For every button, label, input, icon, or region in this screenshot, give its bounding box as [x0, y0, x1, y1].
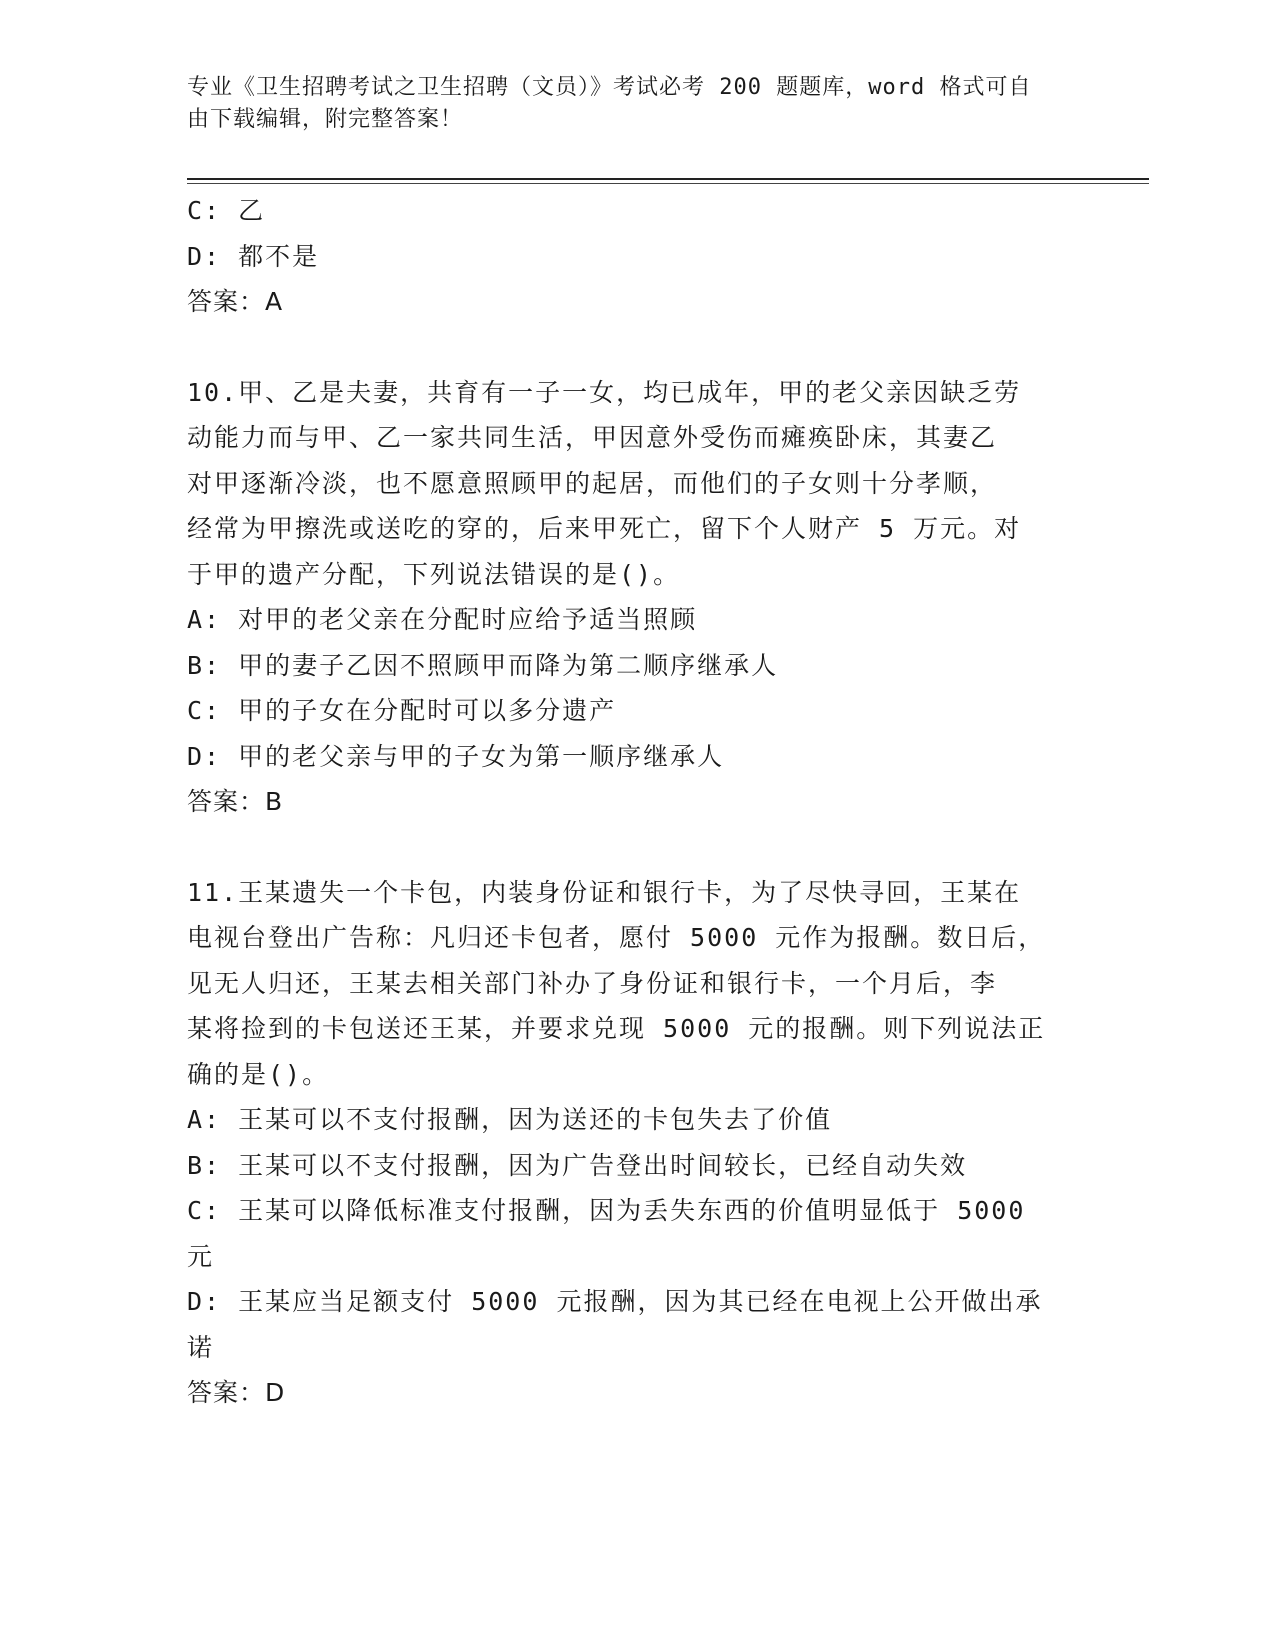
q11-option-a: A: 王某可以不支付报酬，因为送还的卡包失去了价值 [187, 1105, 833, 1134]
q10-answer: 答案：B [187, 787, 284, 816]
q11-option-d-line-1: D: 王某应当足额支付 5000 元报酬，因为其已经在电视上公开做出承 [187, 1287, 1043, 1316]
q11-option-c-line-1: C: 王某可以降低标准支付报酬，因为丢失东西的价值明显低于 5000 [187, 1196, 1026, 1225]
document-body [187, 188, 1067, 1416]
question-11 [187, 870, 1067, 1416]
q9-option-c: C: 乙 [187, 196, 266, 225]
question-10 [187, 370, 1067, 825]
question-9-tail [187, 188, 1067, 325]
header-divider-thick [187, 178, 1149, 180]
q9-answer: 答案：A [187, 287, 284, 316]
q10-option-c: C: 甲的子女在分配时可以多分遗产 [187, 696, 617, 725]
q10-option-a: A: 对甲的老父亲在分配时应给予适当照顾 [187, 605, 698, 634]
q10-stem-line-1: 10.甲、乙是夫妻，共育有一子一女，均已成年，甲的老父亲因缺乏劳 [187, 377, 1022, 407]
header-divider-thin [187, 183, 1149, 184]
q10-stem-line-4: 经常为甲擦洗或送吃的穿的，后来甲死亡，留下个人财产 5 万元。对 [187, 514, 1022, 543]
q11-stem-line-5: 确的是()。 [187, 1059, 330, 1089]
q10-option-d: D: 甲的老父亲与甲的子女为第一顺序继承人 [187, 741, 725, 771]
q11-stem-line-3: 见无人归还，王某去相关部门补办了身份证和银行卡，一个月后，李 [187, 968, 998, 998]
q10-stem-line-5: 于甲的遗产分配，下列说法错误的是()。 [187, 559, 681, 589]
q11-stem-line-1: 11.王某遗失一个卡包，内装身份证和银行卡，为了尽快寻回，王某在 [187, 877, 1022, 907]
q10-stem-line-3: 对甲逐渐冷淡，也不愿意照顾甲的起居，而他们的子女则十分孝顺， [187, 468, 998, 498]
q11-option-b: B: 王某可以不支付报酬，因为广告登出时间较长，已经自动失效 [187, 1150, 968, 1180]
header-line-1: 专业《卫生招聘考试之卫生招聘（文员）》考试必考 200 题题库，word 格式可自 [187, 75, 1032, 100]
q11-stem-line-2: 电视台登出广告称：凡归还卡包者，愿付 5000 元作为报酬。数日后， [187, 923, 1046, 952]
q11-option-c-line-2: 元 [187, 1241, 215, 1271]
q11-option-d-line-2: 诺 [187, 1332, 215, 1362]
header-line-2: 由下载编辑，附完整答案！ [187, 107, 464, 132]
q11-stem-line-4: 某将捡到的卡包送还王某，并要求兑现 5000 元的报酬。则下列说法正 [187, 1014, 1046, 1043]
q9-option-d: D: 都不是 [187, 241, 320, 271]
document-header [187, 72, 1067, 136]
q10-stem-line-2: 动能力而与甲、乙一家共同生活，甲因意外受伤而瘫痪卧床，其妻乙 [187, 423, 998, 452]
q10-option-b: B: 甲的妻子乙因不照顾甲而降为第二顺序继承人 [187, 650, 779, 680]
spacer [187, 325, 1067, 370]
q11-answer: 答案：D [187, 1378, 286, 1407]
spacer [187, 825, 1067, 870]
